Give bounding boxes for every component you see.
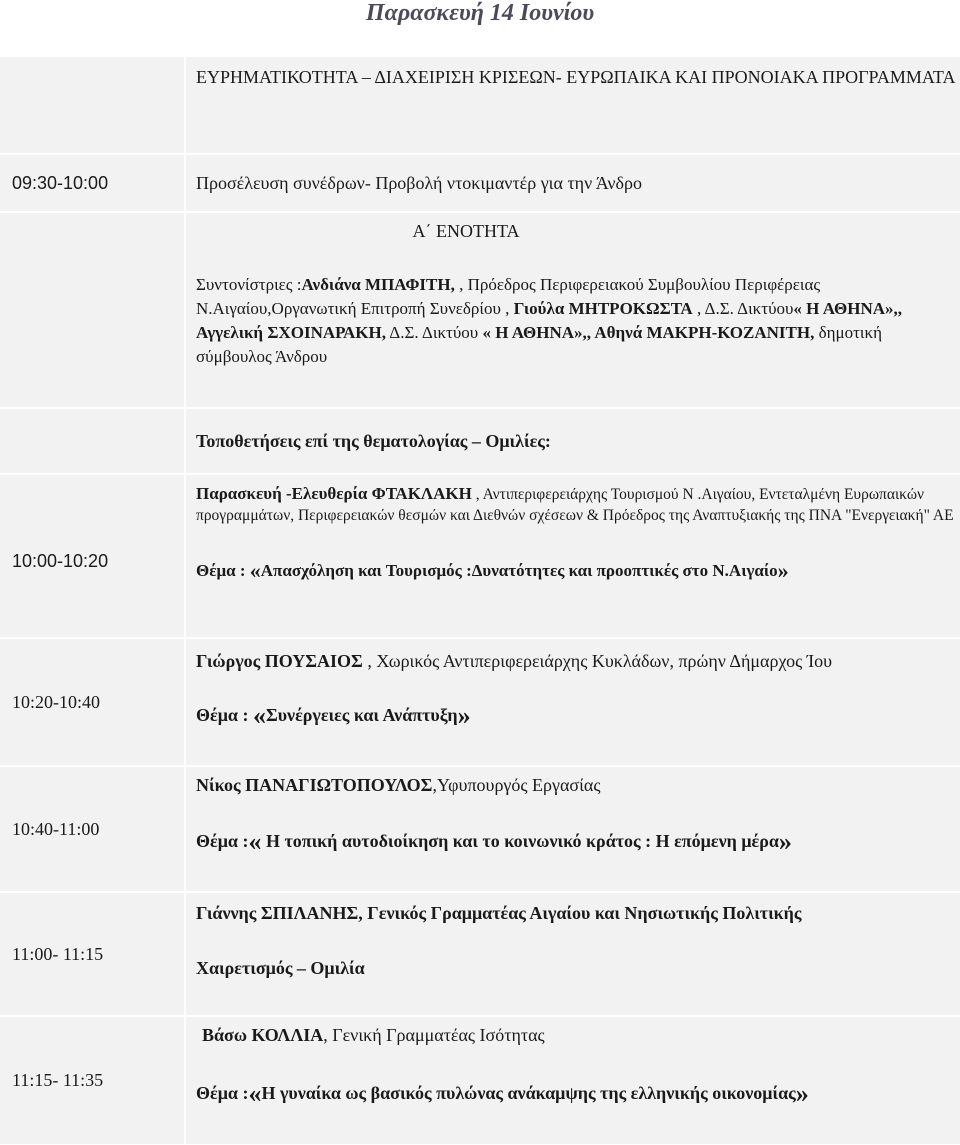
- content-cell: [186, 155, 960, 211]
- time-label: 09:30-10:00: [12, 172, 109, 193]
- quote-close: »: [795, 1079, 809, 1108]
- table-row-talk: [0, 893, 960, 1017]
- content-cell: [186, 767, 960, 891]
- coordinators: [196, 273, 956, 369]
- speaker-role: , Αντιπεριφερειάρχης Τουρισμού Ν .Αιγαίου, Εντεταλμένη Ευρωπαικών προγραμμάτων, Περιφερειακών θεσμών και Διεθνών σχέσεων & Πρόεδρος της Αναπτυξιακής της ΠΝΑ "Ενεργειακή" ΑΕ: [196, 486, 954, 524]
- time-cell: [0, 475, 186, 637]
- time-cell: [0, 155, 186, 211]
- table-row-talk: [0, 475, 960, 639]
- coord2-name: Γιούλα ΜΗΤΡΟΚΩΣΤΑ: [509, 299, 693, 318]
- coord2-network: « Η ΑΘΗΝΑ»,: [793, 299, 898, 318]
- time-cell-empty: [0, 57, 186, 153]
- time-label: 10:20-10:40: [12, 691, 100, 712]
- day-title: Παρασκευή 14 Ιουνίου: [365, 0, 595, 26]
- speaker-name: Παρασκευή -Ελευθερία ΦΤΑΚΛΑΚΗ: [196, 484, 472, 503]
- quote-open: «: [249, 558, 261, 583]
- talk-topic: [196, 560, 956, 581]
- talk-topic: [196, 1081, 956, 1106]
- table-row-section-a: [0, 213, 960, 409]
- time-label: 10:00-10:20: [12, 550, 109, 571]
- speaker-role: , Χωρικός Αντιπεριφερειάρχης Κυκλάδων, πρώην Δήμαρχος Ίου: [362, 651, 833, 671]
- quote-open: «: [248, 1079, 262, 1108]
- section-title: Α΄ ΕΝΟΤΗΤΑ: [412, 221, 520, 241]
- speaker-info: [196, 483, 956, 526]
- speaker-info: [196, 1023, 956, 1047]
- table-row-positions: [0, 409, 960, 475]
- speaker-role: ,Υφυπουργός Εργασίας: [432, 775, 601, 795]
- time-label: 10:40-11:00: [12, 818, 100, 839]
- coord3-role: Δ.Σ. Δικτύου: [385, 323, 483, 342]
- time-cell-empty: [0, 213, 186, 407]
- time-cell: [0, 767, 186, 891]
- time-cell-empty: [0, 409, 186, 473]
- time-label: 11:15- 11:35: [12, 1070, 104, 1090]
- time-cell: [0, 1017, 186, 1144]
- coord3-network: « Η ΑΘΗΝΑ»,: [482, 323, 587, 342]
- program-table: [0, 57, 960, 1144]
- content-cell: [186, 1017, 960, 1144]
- coord4-name: , Αθηνά ΜΑΚΡΗ-ΚΟΖΑΝΙΤΗ,: [586, 323, 815, 342]
- quote-close: »: [777, 558, 789, 583]
- time-cell: [0, 639, 186, 765]
- table-row-arrival: [0, 155, 960, 213]
- coord-label: Συντονίστριες :: [196, 275, 302, 294]
- content-cell: [186, 213, 960, 407]
- talk-topic: [196, 703, 956, 728]
- speaker-info: [196, 649, 956, 673]
- table-row-talk: [0, 767, 960, 893]
- topic-text: Η γυναίκα ως βασικός πυλώνας ανάκαμψης της ελληνικής οικονομίας: [261, 1083, 796, 1103]
- topic-text: Απασχόληση και Τουρισμός :Δυνατότητες και προοπτικές στο Ν.Αιγαίο: [260, 561, 778, 580]
- topic-prefix: Θέμα :: [196, 561, 250, 580]
- program-header: ΕΥΡΗΜΑΤΙΚΟΤΗΤΑ – ΔΙΑΧΕΙΡΙΣΗ ΚΡΙΣΕΩΝ- ΕΥΡΩΠΑΙΚΑ ΚΑΙ ΠΡΟΝΟΙΑΚΑ ΠΡΟΓΡΑΜΜΑΤΑ: [196, 67, 956, 87]
- speaker-name: Νίκος ΠΑΝΑΓΙΩΤΟΠΟΥΛΟΣ: [196, 775, 433, 795]
- speaker-name: Βάσω ΚΟΛΛΙΑ: [202, 1025, 324, 1045]
- topic-text: Συνέργειες και Ανάπτυξη: [265, 705, 458, 725]
- coord2-role: , Δ.Σ. Δικτύου: [692, 299, 794, 318]
- content-cell: [186, 475, 960, 637]
- coord3-name: , Αγγελική ΣΧΟΙΝΑΡΑΚΗ,: [196, 299, 902, 342]
- topic-prefix: Θέμα :: [196, 705, 253, 725]
- speaker-name: Γιάννης ΣΠΙΛΑΝΗΣ, Γενικός Γραμματέας Αιγαίου και Νησιωτικής Πολιτικής: [196, 903, 802, 923]
- content-cell: [186, 409, 960, 473]
- topic-prefix: Θέμα :: [196, 831, 249, 851]
- greeting-text: Χαιρετισμός – Ομιλία: [196, 958, 365, 978]
- coord1-role: , Πρόεδρος Περιφερειακού Συμβουλίου Περιφέρειας Ν.Αιγαίου,Οργανωτική Επιτροπή Συνεδρίου ,: [196, 275, 821, 318]
- table-row-talk: [0, 1017, 960, 1144]
- table-row-header: [0, 57, 960, 155]
- positions-label: Τοποθετήσεις επί της θεματολογίας – Ομιλίες:: [196, 431, 551, 451]
- arrival-text: Προσέλευση συνέδρων- Προβολή ντοκιμαντέρ για την Άνδρο: [196, 173, 643, 193]
- coord4-role: δημοτική σύμβουλος Άνδρου: [196, 323, 882, 366]
- content-cell: [186, 639, 960, 765]
- speaker-info: [196, 773, 956, 797]
- topic-prefix: Θέμα :: [196, 1083, 249, 1103]
- quote-close: »: [457, 701, 471, 730]
- quote-close: »: [778, 827, 792, 856]
- time-cell: [0, 893, 186, 1015]
- speaker-role: , Γενική Γραμματέας Ισότητας: [323, 1025, 545, 1045]
- content-cell: [186, 57, 960, 153]
- time-label: 11:00- 11:15: [12, 943, 104, 964]
- talk-topic: [196, 829, 956, 854]
- quote-open: «: [248, 827, 262, 856]
- topic-text: Η τοπική αυτοδιοίκηση και το κοινωνικό κράτος : Η επόμενη μέρα: [261, 831, 779, 851]
- coord1-name: Ανδιάνα ΜΠΑΦΙΤΗ,: [301, 275, 455, 294]
- content-cell: [186, 893, 960, 1015]
- table-row-talk: [0, 639, 960, 767]
- speaker-name: Γιώργος ΠΟΥΣΑΙΟΣ: [196, 651, 363, 671]
- quote-open: «: [252, 701, 266, 730]
